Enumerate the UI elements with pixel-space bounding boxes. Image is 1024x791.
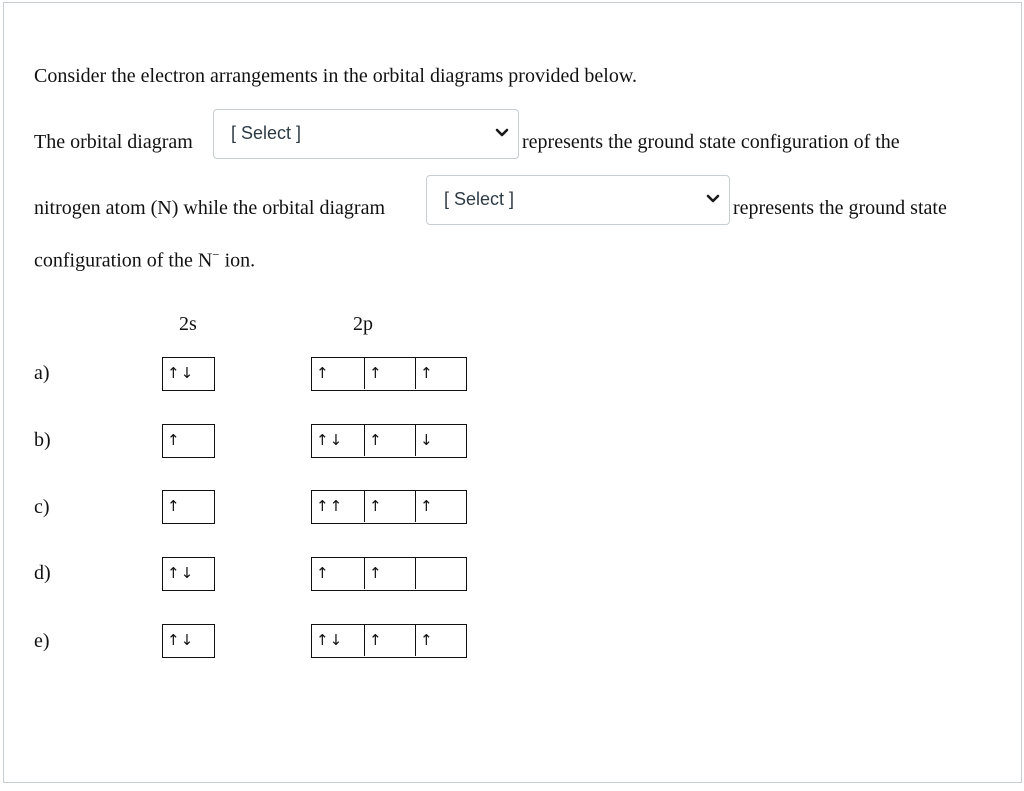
orbital-2p-a-3: ↑ xyxy=(415,358,467,389)
line2-after-text: represents the ground state xyxy=(733,197,947,219)
line2-before-text: nitrogen atom (N) while the orbital diagram xyxy=(34,197,386,219)
orbital-2p-b-3: ↓ xyxy=(415,425,467,456)
dropdown-select-2[interactable] xyxy=(426,175,730,225)
orbital-2p-a-1: ↑ xyxy=(316,364,330,382)
question-intro: Consider the electron arrangements in the orbital diagrams provided below. xyxy=(34,65,637,87)
dropdown-select-2-value: [ Select ] xyxy=(444,189,515,209)
orbital-2p-a-2: ↑ xyxy=(364,358,416,389)
orbital-2p-a xyxy=(311,357,467,391)
dropdown-select-1[interactable] xyxy=(213,109,519,159)
option-label-b: b) xyxy=(34,429,51,451)
orbital-2s-d: ↑↓ xyxy=(162,557,215,591)
orbital-2p-e-3: ↑ xyxy=(415,625,467,656)
orbital-2p-d-1: ↑ xyxy=(316,564,330,582)
line3-before-text: configuration of the N xyxy=(34,249,213,272)
line3-after-text: ion. xyxy=(219,249,256,272)
orbital-2p-e-1: ↑↓ xyxy=(316,631,344,649)
question-panel xyxy=(3,2,1022,783)
orbital-2p-b xyxy=(311,424,467,458)
ion-charge-superscript: − xyxy=(212,247,220,262)
header-2p: 2p xyxy=(353,313,373,335)
orbital-2p-d-3 xyxy=(415,558,467,589)
line1-before-text: The orbital diagram xyxy=(34,131,193,153)
orbital-2p-c-2: ↑ xyxy=(364,491,416,522)
dropdown-select-1-value: [ Select ] xyxy=(231,123,302,143)
orbital-2s-e: ↑↓ xyxy=(162,624,215,658)
orbital-2s-c: ↑ xyxy=(162,490,215,524)
orbital-2p-d-2: ↑ xyxy=(364,558,416,589)
orbital-2p-b-1: ↑↓ xyxy=(316,431,344,449)
header-2s: 2s xyxy=(179,313,197,335)
orbital-2p-e xyxy=(311,624,467,658)
chevron-down-icon xyxy=(706,194,720,204)
option-label-e: e) xyxy=(34,630,50,652)
line3-text xyxy=(34,247,255,273)
orbital-2p-b-2: ↑ xyxy=(364,425,416,456)
orbital-2p-d xyxy=(311,557,467,591)
option-label-a: a) xyxy=(34,362,50,384)
orbital-2p-e-2: ↑ xyxy=(364,625,416,656)
orbital-2p-c xyxy=(311,490,467,524)
option-label-d: d) xyxy=(34,562,51,584)
option-label-c: c) xyxy=(34,496,50,518)
chevron-down-icon xyxy=(495,128,509,138)
line1-after-text: represents the ground state configuration of the xyxy=(522,131,900,153)
orbital-2p-c-1: ↑↑ xyxy=(316,497,344,515)
orbital-2p-c-3: ↑ xyxy=(415,491,467,522)
orbital-2s-b: ↑ xyxy=(162,424,215,458)
orbital-2s-a: ↑↓ xyxy=(162,357,215,391)
